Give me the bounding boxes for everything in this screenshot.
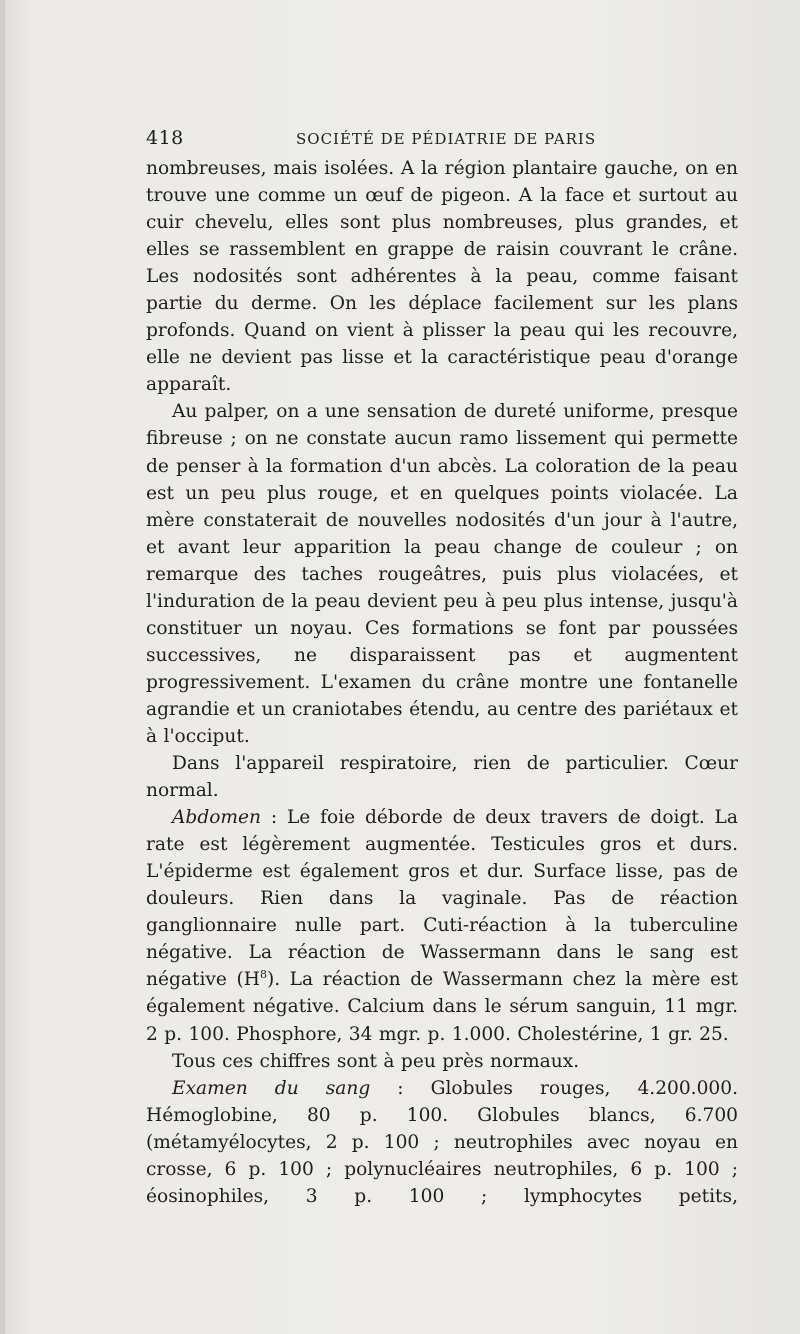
page-number: 418 bbox=[146, 127, 184, 149]
paragraph-4 bbox=[146, 804, 738, 1047]
paragraph-5: Tous ces chiffres sont à peu près normaux. bbox=[172, 1050, 580, 1072]
examen-text: : Globules rouges, 4.200.000. Hémoglobine, 80 p. 100. Globules blancs, 6.700 (métamyélocytes, 2 p. 100 ; neutrophiles avec noyau en crosse, 6 p. 100 ; polynucléaires neutrophiles, 6 p. 100 ; éosinophiles, 3 p. 100 ; lymphocytes petits, bbox=[146, 1077, 738, 1207]
abdomen-label: Abdomen bbox=[172, 807, 262, 829]
paragraph-6 bbox=[146, 1075, 738, 1210]
page-gutter bbox=[0, 0, 5, 1334]
page-header bbox=[146, 127, 746, 153]
paragraph-3: Dans l'appareil respiratoire, rien de particulier. Cœur normal. bbox=[146, 753, 738, 802]
paragraph-2: Au palper, on a une sensation de dureté uniforme, presque fibreuse ; on ne constate aucun ramo lissement qui permette de penser à la formation d'un abcès. La coloration de la peau est un peu plus rouge, et en quelques points violacée. La mère constaterait de nouvelles nodosités d'un jour à l'autre, et avant leur apparition la peau change de couleur ; on remarque des taches rougeâtres, puis plus violacées, et l'induration de la peau devient peu à peu plus intense, jusqu'à constituer un noyau. Ces formations se font par poussées successives, ne disparaissent pas et augmentent progressivement. L'examen du crâne montre une fontanelle agrandie et un craniotabes étendu, au centre des pariétaux et à l'occiput. bbox=[146, 401, 738, 747]
abdomen-text-b: ). La réaction de Wassermann chez la mère est également négative. Calcium dans le sérum sanguin, 11 mgr. 2 p. 100. Phosphore, 34 mgr. p. 1.000. Cholestérine, 1 gr. 25. bbox=[146, 969, 738, 1045]
abdomen-text-a: : Le foie déborde de deux travers de doigt. La rate est légèrement augmentée. Testicules gros et durs. L'épiderme est également gros et dur. Surface lisse, pas de douleurs. Rien dans la vaginale. Pas de réaction ganglionnaire nulle part. Cuti-réaction à la tuberculine négative. La réaction de Wassermann dans le sang est négative (H bbox=[146, 807, 738, 991]
body-text bbox=[146, 155, 738, 1210]
paragraph-1: nombreuses, mais isolées. A la région plantaire gauche, on en trouve une comme un œuf de pigeon. A la face et surtout au cuir chevelu, elles sont plus nombreuses, plus grandes, et elles se rassemblent en grappe de raisin couvrant le crâne. Les nodosités sont adhérentes à la peau, comme faisant partie du derme. On les déplace facilement sur les plans profonds. Quand on vient à plisser la peau qui les recouvre, elle ne devient pas lisse et la caractéristique peau d'orange apparaît. bbox=[146, 158, 738, 396]
running-title: SOCIÉTÉ DE PÉDIATRIE DE PARIS bbox=[296, 130, 597, 148]
superscript: 8 bbox=[259, 968, 267, 982]
examen-label: Examen du sang bbox=[172, 1077, 371, 1099]
